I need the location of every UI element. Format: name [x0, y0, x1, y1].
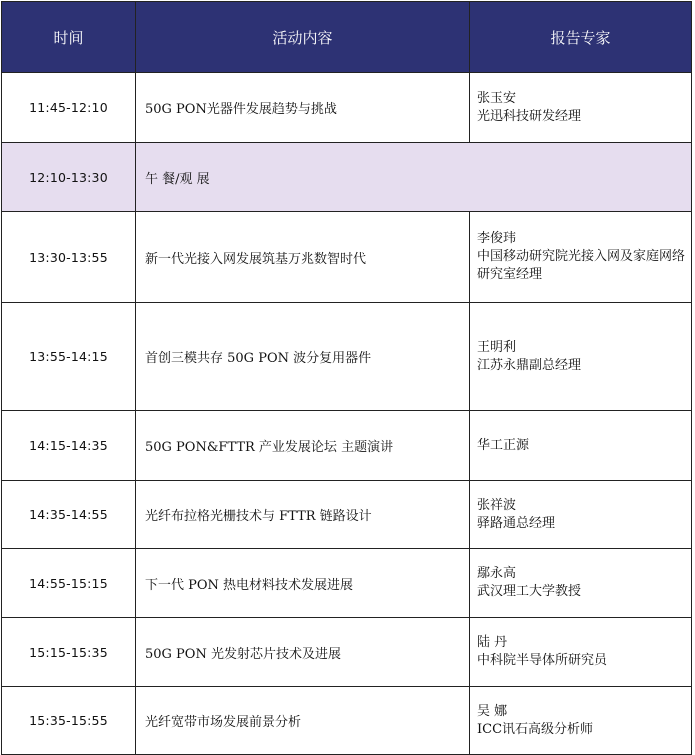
speaker-name: 华工正源: [477, 437, 530, 453]
speaker-title: 中科院半导体所研究员: [477, 653, 608, 668]
table-row: [2, 549, 692, 618]
speaker-name: 张祥波: [477, 497, 517, 513]
activity-cell: 50G PON光器件发展趋势与挑战: [136, 73, 470, 143]
speaker-name: 李俊玮: [477, 231, 517, 246]
lunch-row: [2, 143, 692, 212]
table-row: [2, 212, 692, 303]
time-cell: 14:15-14:35: [2, 411, 136, 481]
table-row: [2, 618, 692, 687]
time-cell: 11:45-12:10: [2, 73, 136, 143]
speaker-name: 张玉安: [477, 90, 517, 106]
activity-cell: 午 餐/观 展: [136, 143, 692, 212]
speaker-title: 武汉理工大学教授: [477, 584, 582, 599]
table-row: [2, 481, 692, 549]
time-cell: 13:30-13:55: [2, 212, 136, 303]
speaker-name: 王明利: [477, 339, 517, 355]
speaker-title: 驿路通总经理: [477, 515, 556, 531]
speaker-cell: [470, 481, 692, 549]
agenda-header: [2, 2, 692, 73]
time-cell: 15:35-15:55: [2, 687, 136, 755]
speaker-cell: [470, 212, 692, 303]
activity-cell: 50G PON 光发射芯片技术及进展: [136, 618, 470, 687]
activity-cell: 首创三模共存 50G PON 波分复用器件: [136, 303, 470, 411]
header-row: [2, 2, 692, 73]
time-cell: 12:10-13:30: [2, 143, 136, 212]
activity-cell: 光纤布拉格光栅技术与 FTTR 链路设计: [136, 481, 470, 549]
speaker-cell: [470, 411, 692, 481]
speaker-cell: [470, 303, 692, 411]
table-row: [2, 687, 692, 755]
speaker-title: ICC讯石高级分析师: [477, 721, 594, 737]
time-cell: 15:15-15:35: [2, 618, 136, 687]
activity-cell: 下一代 PON 热电材料技术发展进展: [136, 549, 470, 618]
speaker-name: 鄢永高: [477, 566, 517, 581]
speaker-cell: [470, 549, 692, 618]
speaker-cell: [470, 687, 692, 755]
time-cell: 13:55-14:15: [2, 303, 136, 411]
table-row: [2, 411, 692, 481]
time-cell: 14:55-15:15: [2, 549, 136, 618]
agenda-table: [1, 1, 692, 755]
speaker-name: 吴 娜: [477, 703, 508, 719]
header-speaker: 报告专家: [470, 2, 692, 73]
speaker-title: 中国移动研究院光接入网及家庭网络研究室经理: [477, 249, 686, 282]
speaker-name: 陆 丹: [477, 635, 508, 650]
header-time: 时间: [2, 2, 136, 73]
table-row: [2, 73, 692, 143]
activity-cell: 新一代光接入网发展筑基万兆数智时代: [136, 212, 470, 303]
time-cell: 14:35-14:55: [2, 481, 136, 549]
speaker-cell: [470, 618, 692, 687]
speaker-title: 江苏永鼎副总经理: [477, 357, 582, 373]
header-activity: 活动内容: [136, 2, 470, 73]
speaker-title: 光迅科技研发经理: [477, 108, 582, 124]
speaker-cell: [470, 73, 692, 143]
table-row: [2, 303, 692, 411]
activity-cell: 光纤宽带市场发展前景分析: [136, 687, 470, 755]
activity-cell: 50G PON&FTTR 产业发展论坛 主题演讲: [136, 411, 470, 481]
agenda-body: [2, 73, 692, 755]
